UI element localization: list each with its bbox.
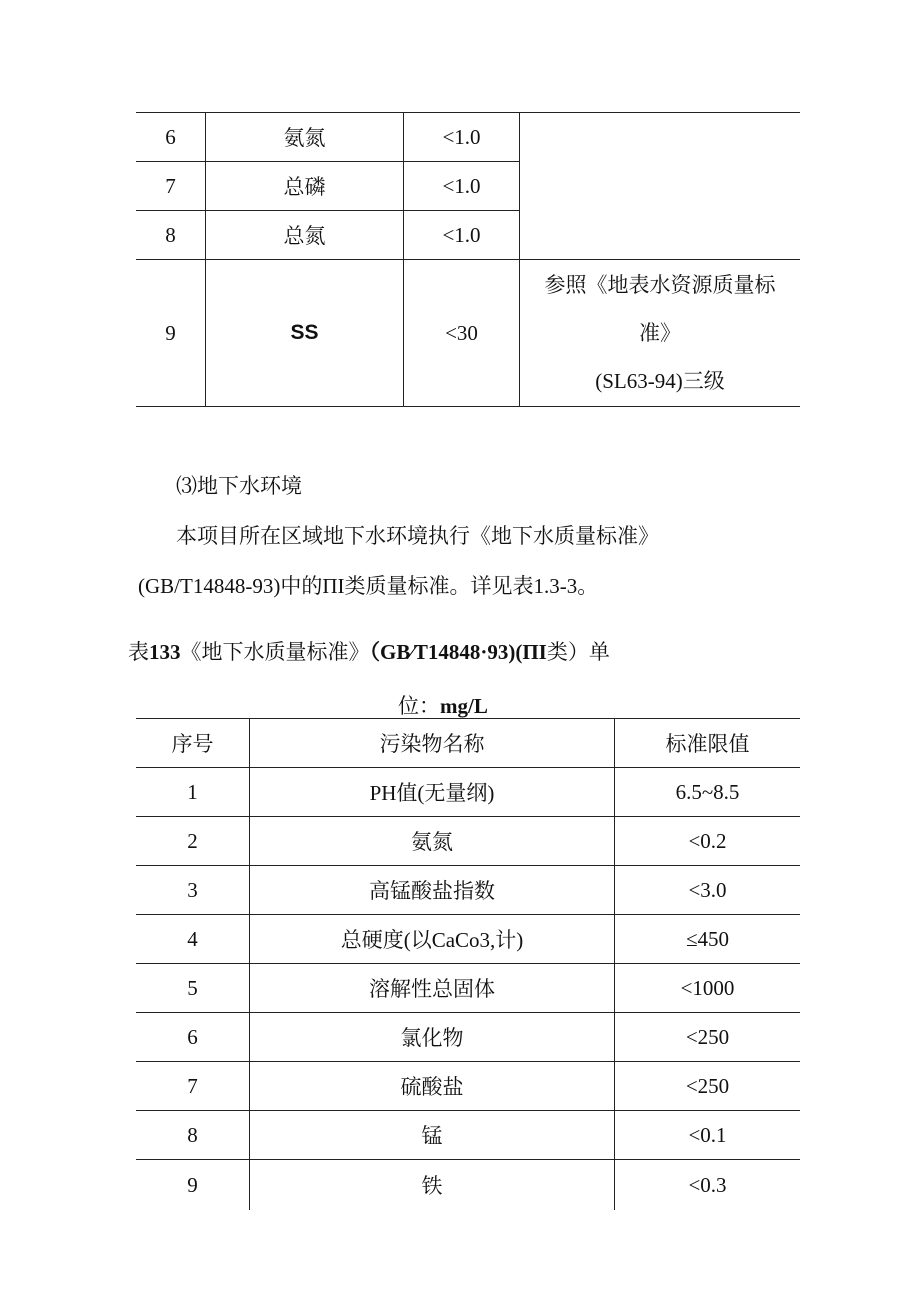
table-row	[136, 1062, 800, 1111]
row-number: 9	[136, 1160, 250, 1211]
header-limit: 标准限值	[615, 719, 801, 768]
limit-value: <3.0	[615, 866, 801, 915]
row-number: 8	[136, 1111, 250, 1160]
table-row	[136, 113, 800, 162]
limit-value: <1.0	[404, 211, 520, 260]
pollutant-name: 铁	[250, 1160, 615, 1211]
pollutant-name: 总氮	[206, 211, 404, 260]
table-caption-unit	[398, 690, 488, 720]
limit-value: <0.1	[615, 1111, 801, 1160]
caption-class: 类）单	[546, 640, 610, 664]
paragraph-line: (GB/T14848-93)中的ΠI类质量标准。详见表1.3-3。	[138, 574, 599, 598]
section-heading: ⑶地下水环境	[176, 474, 302, 498]
header-pollutant: 污染物名称	[250, 719, 615, 768]
pollutant-name: 总硬度(以CaCo3,计)	[250, 915, 615, 964]
pollutant-name: SS	[206, 260, 404, 407]
limit-value: <0.3	[615, 1160, 801, 1211]
limit-value: <250	[615, 1062, 801, 1111]
limit-value: ≤450	[615, 915, 801, 964]
table-row	[136, 1111, 800, 1160]
table-row	[136, 866, 800, 915]
table-caption	[128, 636, 610, 666]
unit-prefix: 位：	[398, 694, 440, 718]
row-number: 2	[136, 817, 250, 866]
limit-value: <250	[615, 1013, 801, 1062]
unit-value: mg/L	[440, 694, 488, 718]
paragraph-line: 本项目所在区域地下水环境执行《地下水质量标准》	[176, 524, 659, 548]
table-row	[136, 915, 800, 964]
row-number: 1	[136, 768, 250, 817]
pollutant-name: 氨氮	[250, 817, 615, 866]
pollutant-name: 总磷	[206, 162, 404, 211]
groundwater-standard-table	[136, 718, 800, 1210]
pollutant-name: 氯化物	[250, 1013, 615, 1062]
pollutant-name: 溶解性总固体	[250, 964, 615, 1013]
row-number: 6	[136, 1013, 250, 1062]
table-row	[136, 260, 800, 407]
limit-value: <1000	[615, 964, 801, 1013]
row-number: 9	[136, 260, 206, 407]
surface-water-table-continued	[136, 112, 800, 407]
caption-title: 《地下水质量标准》	[180, 640, 370, 664]
limit-value: <1.0	[404, 113, 520, 162]
pollutant-name: 硫酸盐	[250, 1062, 615, 1111]
header-number: 序号	[136, 719, 250, 768]
limit-value: <30	[404, 260, 520, 407]
pollutant-name: 锰	[250, 1111, 615, 1160]
limit-value: <1.0	[404, 162, 520, 211]
caption-number: 133	[149, 640, 181, 664]
table-row	[136, 768, 800, 817]
row-number: 4	[136, 915, 250, 964]
pollutant-name: 氨氮	[206, 113, 404, 162]
table-header-row	[136, 719, 800, 768]
caption-standard: （GB∕T14848·93)(ΠI	[369, 640, 547, 664]
row-number: 6	[136, 113, 206, 162]
table-row	[136, 1013, 800, 1062]
pollutant-name: 高锰酸盐指数	[250, 866, 615, 915]
row-number: 8	[136, 211, 206, 260]
table-row	[136, 1160, 800, 1211]
row-number: 3	[136, 866, 250, 915]
note-line: (SL63-94)三级	[595, 369, 725, 393]
note-line: 参照《地表水资源质量标	[544, 273, 776, 297]
table-row	[136, 817, 800, 866]
row-number: 7	[136, 1062, 250, 1111]
limit-value: <0.2	[615, 817, 801, 866]
limit-value: 6.5~8.5	[615, 768, 801, 817]
row-number: 5	[136, 964, 250, 1013]
note-line: 准》	[639, 321, 681, 345]
caption-prefix: 表	[128, 640, 149, 664]
table-row	[136, 964, 800, 1013]
pollutant-name: PH值(无量纲)	[250, 768, 615, 817]
row-number: 7	[136, 162, 206, 211]
reference-standard-note	[520, 260, 801, 407]
empty-note-cell	[520, 113, 801, 260]
